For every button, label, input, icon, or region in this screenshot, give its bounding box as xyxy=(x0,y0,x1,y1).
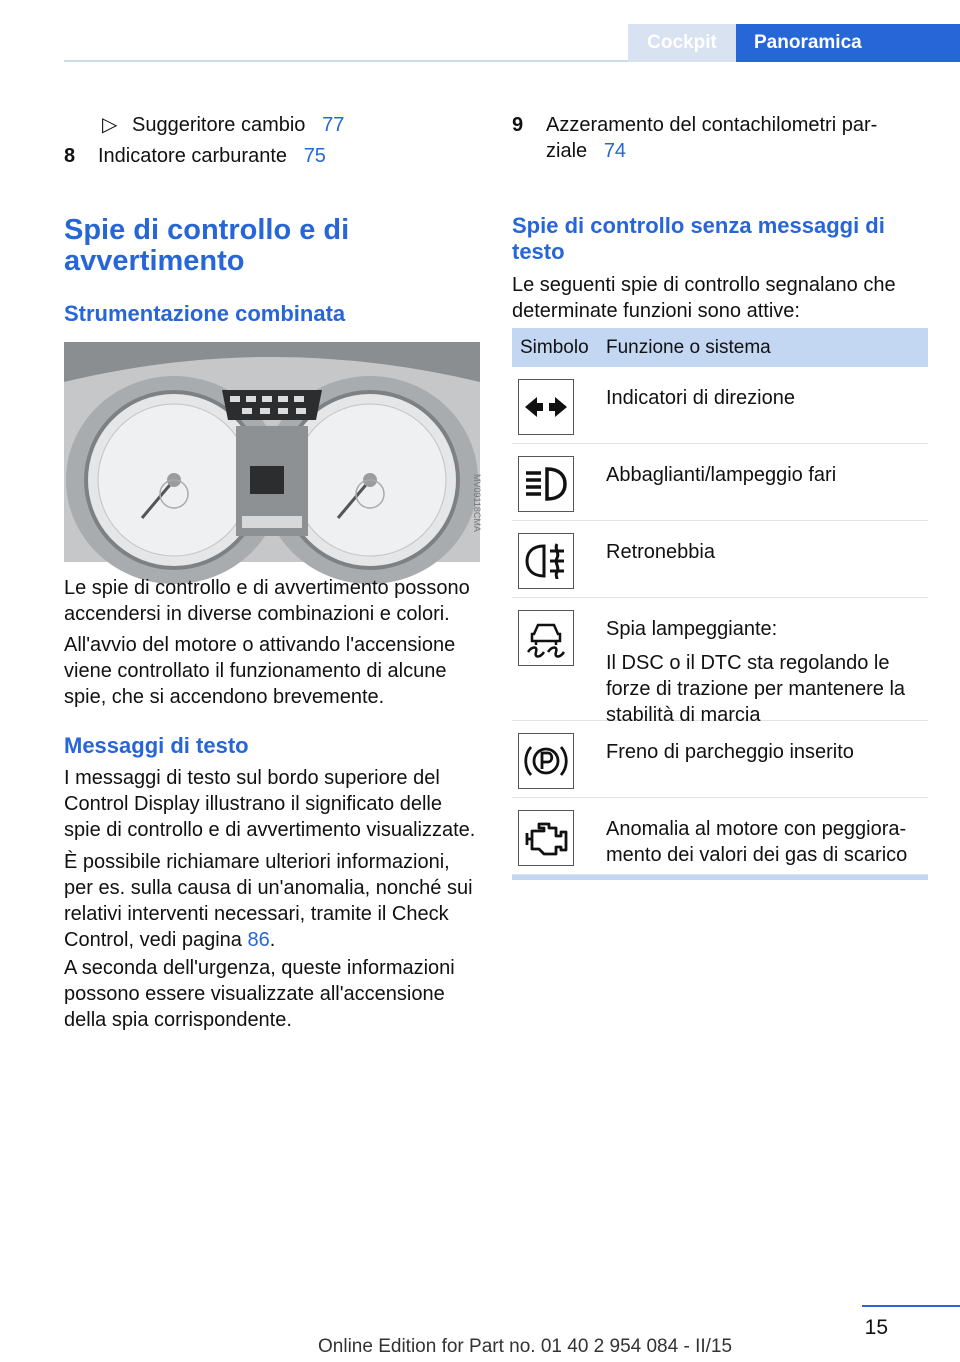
indicator-table xyxy=(512,328,928,880)
rear-fog-icon xyxy=(518,533,574,589)
parking-brake-icon xyxy=(518,733,574,789)
table-row xyxy=(512,521,928,598)
page-ref-link[interactable]: 74 xyxy=(603,140,627,162)
footer-rule xyxy=(862,1305,960,1307)
paragraph: Le seguenti spie di controllo segnalano che determinate funzioni sono attive: xyxy=(512,274,896,322)
paragraph: I messaggi di testo sul bordo superiore del Control Display illustrano il significato delle spie di controllo e di avvertimento visualizzate. xyxy=(64,767,476,841)
column-header-symbol: Simbolo xyxy=(520,337,589,358)
paragraph: A seconda dell'urgenza, queste informazioni possono essere visualizzate all'accensione della spia corrispondente. xyxy=(64,957,455,1031)
list-item-trip-reset xyxy=(546,112,926,164)
paragraph-end: . xyxy=(269,929,276,951)
list-item-text: Azzeramento del contachilometri par- xyxy=(546,114,878,136)
subsection-heading: Strumentazione combinata xyxy=(64,301,346,326)
subsection-heading: Spie di controllo senza messaggi di testo xyxy=(512,213,885,264)
page-ref-link[interactable]: 86 xyxy=(247,929,270,951)
paragraph: Le spie di controllo e di avvertimento possono accendersi in diverse combinazioni e colori. xyxy=(64,577,470,625)
subsection-heading: Messaggi di testo xyxy=(64,733,249,758)
page-ref-link[interactable]: 75 xyxy=(303,145,326,167)
image-watermark: MV09118CMA xyxy=(472,474,482,532)
edition-footer: Online Edition for Part no. 01 40 2 954 084 - II/15 xyxy=(318,1336,733,1357)
bullet-marker: ▷ xyxy=(102,114,118,136)
table-row xyxy=(512,721,928,798)
turn-signal-icon xyxy=(518,379,574,435)
high-beam-icon xyxy=(518,456,574,512)
function-text: Abbaglianti/lampeggio fari xyxy=(606,464,837,486)
dsc-icon xyxy=(518,610,574,666)
tab-cockpit[interactable]: Cockpit xyxy=(628,24,736,62)
list-item-text: ziale xyxy=(546,140,588,162)
column-header-function: Funzione o sistema xyxy=(606,337,771,358)
tab-panoramica[interactable]: Panoramica xyxy=(736,24,960,62)
section-heading: Spie di controllo e di avvertimento xyxy=(64,214,350,277)
function-text: Retronebbia xyxy=(606,541,715,563)
list-item-text: Suggeritore cambio xyxy=(132,114,306,136)
page-ref-link[interactable]: 77 xyxy=(322,114,345,136)
list-item-text: Indicatore carburante xyxy=(98,145,288,167)
paragraph-text: È possibile richiamare ulteriori informazioni, per es. sulla causa di un'anomalia, nonché sui relativi interventi necessari, tramite il Check Control, vedi pagina xyxy=(64,851,473,951)
page-number: 15 xyxy=(864,1316,888,1339)
table-row xyxy=(512,598,928,726)
table-row xyxy=(512,798,928,875)
function-text xyxy=(606,616,926,728)
table-bottom-rule xyxy=(512,875,928,880)
list-item-gear-suggestion xyxy=(132,112,344,138)
table-row xyxy=(512,367,928,444)
table-row xyxy=(512,444,928,521)
function-text: Freno di parcheggio inserito xyxy=(606,741,854,763)
function-text-line: Il DSC o il DTC sta regolando le forze di trazione per mantenere la stabilità di marcia xyxy=(606,652,906,726)
function-text: Indicatori di direzione xyxy=(606,387,795,409)
paragraph xyxy=(64,849,474,953)
function-text: Anomalia al motore con peggiora-mento dei valori dei gas di scarico xyxy=(606,818,908,866)
engine-icon xyxy=(518,810,574,866)
list-item-fuel xyxy=(98,143,326,169)
instrument-cluster-image xyxy=(64,342,480,562)
item-number: 9 xyxy=(512,114,524,136)
item-number: 8 xyxy=(64,145,76,167)
instrument-cluster-illustration xyxy=(64,342,480,562)
function-text-line: Spia lampeggiante: xyxy=(606,618,778,640)
paragraph: All'avvio del motore o attivando l'accensione viene controllato il funzionamento di alcune spie, che si accendono brevemente. xyxy=(64,634,456,708)
table-header xyxy=(512,328,928,367)
